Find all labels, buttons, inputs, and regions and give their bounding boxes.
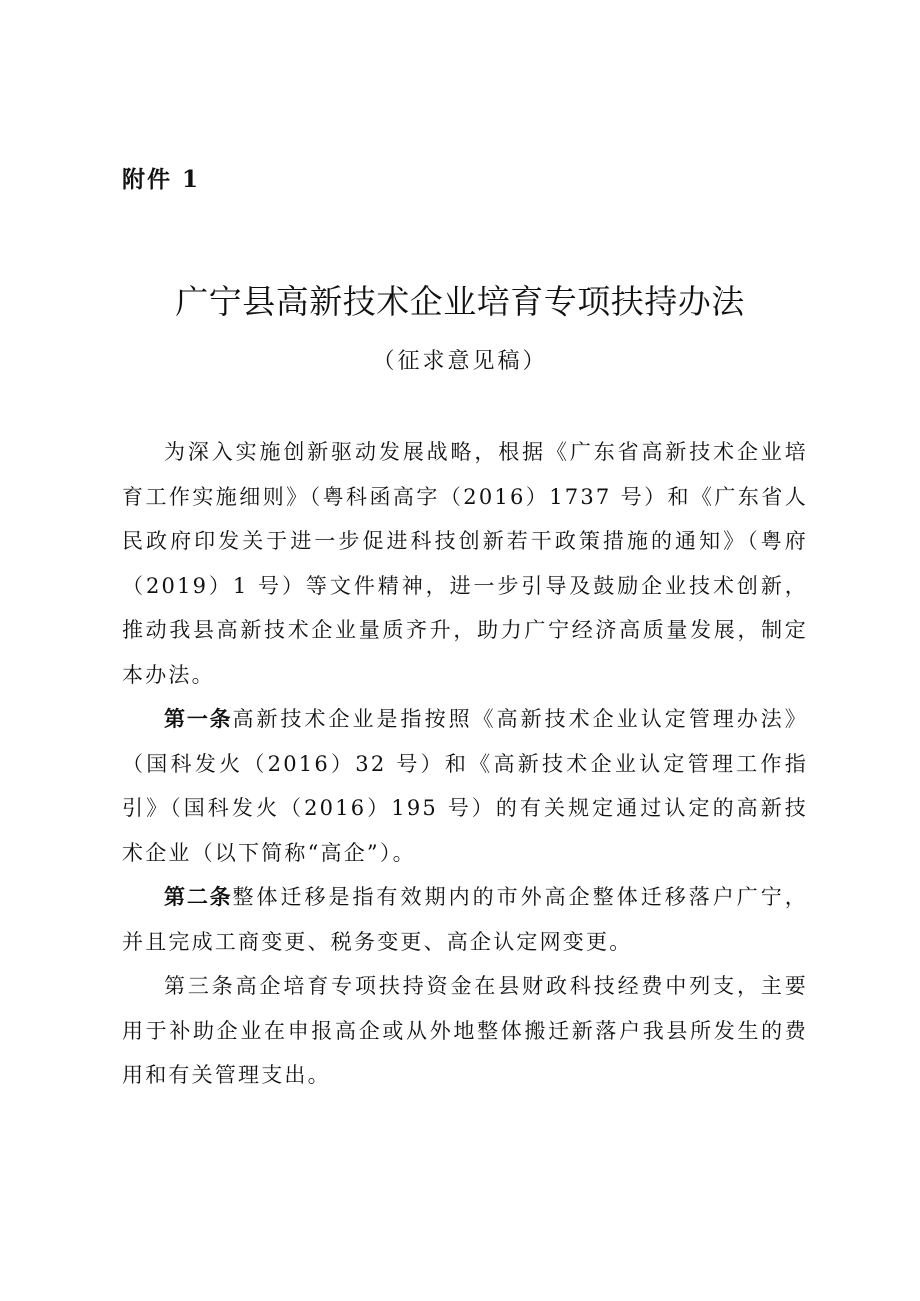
article-1-paragraph <box>122 697 808 875</box>
article-2-label: 第二条 <box>164 885 233 909</box>
article-2-text: 整体迁移是指有效期内的市外高企整体迁移落户广宁，并且完成工商变更、税务变更、高企认定网变更。 <box>122 885 808 954</box>
preamble-paragraph: 为深入实施创新驱动发展战略，根据《广东省高新技术企业培育工作实施细则》（粤科函高字（2016）1737 号）和《广东省人民政府印发关于进一步促进科技创新若干政策措施的通知》（粤府（2019）1 号）等文件精神，进一步引导及鼓励企业技术创新，推动我县高新技术企业量质齐升，助力广宁经济高质量发展，制定本办法。 <box>122 440 808 687</box>
document-body <box>122 430 808 1098</box>
article-1-label: 第一条 <box>164 707 233 731</box>
article-3-paragraph <box>122 964 808 1098</box>
article-3-text: 第三条高企培育专项扶持资金在县财政科技经费中列支，主要用于补助企业在申报高企或从外地整体搬迁新落户我县所发生的费用和有关管理支出。 <box>122 974 808 1087</box>
document-title: 广宁县高新技术企业培育专项扶持办法 <box>175 282 745 321</box>
article-2-paragraph <box>122 875 808 964</box>
attachment-label: 附件 1 <box>122 166 201 193</box>
document-subtitle: （征求意见稿） <box>372 349 548 374</box>
article-1-text: 高新技术企业是指按照《高新技术企业认定管理办法》（国科发火（2016）32 号）和《高新技术企业认定管理工作指引》（国科发火（2016）195 号）的有关规定通过认定的高新技术企业（以下简称“高企”）。 <box>122 707 808 865</box>
